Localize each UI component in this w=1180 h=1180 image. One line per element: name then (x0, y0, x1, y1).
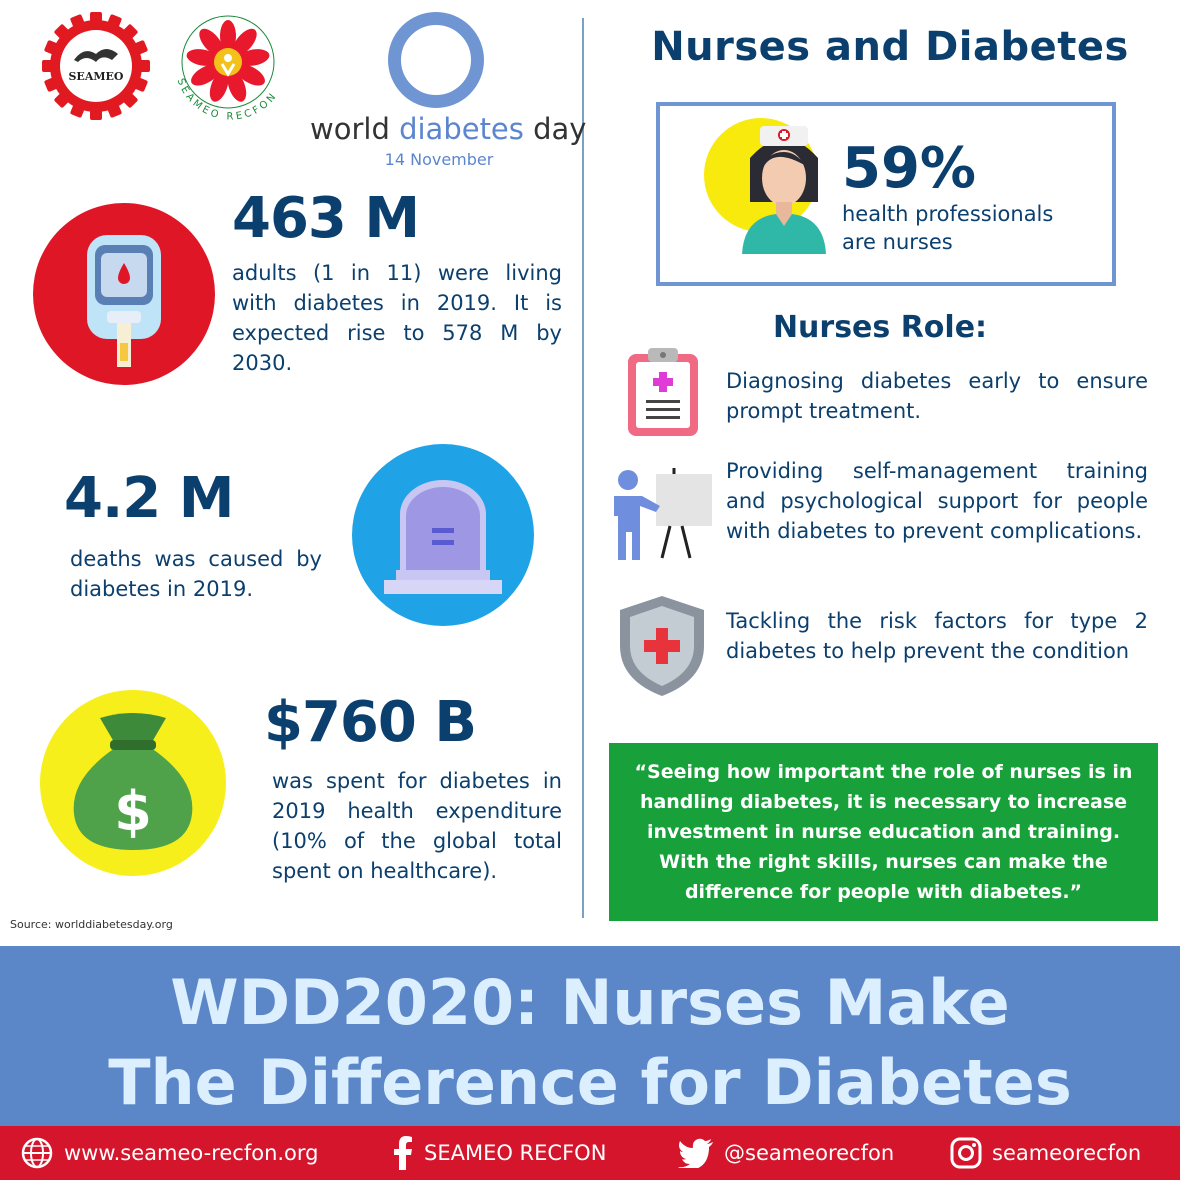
facebook-icon (392, 1136, 414, 1170)
world-diabetes-day-title (310, 112, 587, 146)
clipboard-icon (626, 346, 700, 438)
globe-icon (20, 1136, 54, 1170)
money-bag-icon (40, 690, 226, 876)
footer-facebook-link[interactable] (392, 1126, 606, 1180)
headline-line-1: WDD2020: Nurses Make (170, 966, 1010, 1039)
seameo-logo (40, 10, 152, 122)
seameo-logo-text: SEAMEO (68, 70, 124, 83)
quote-text: “Seeing how important the role of nurses is in handling diabetes, it is necessary to increase investment in nurse education and training. With the right skills, nurses can make the difference for people with diabetes.” (634, 761, 1133, 903)
spending-stat-value: $760 B (264, 690, 477, 755)
presentation-icon (610, 466, 714, 562)
tombstone-icon (352, 444, 534, 626)
spending-stat-text: was spent for diabetes in 2019 health expenditure (10% of the global total spent on healthcare). (272, 769, 562, 883)
footer-facebook-text: SEAMEO RECFON (424, 1141, 607, 1165)
adults-stat-text: adults (1 in 11) were living with diabetes in 2019. It is expected rise to 578 M by 2030. (232, 261, 562, 375)
column-divider (582, 18, 584, 918)
dollar-sign-glyph: $ (114, 780, 152, 843)
role-item-3-text: Tackling the risk factors for type 2 diabetes to help prevent the condition (726, 609, 1148, 663)
footer-twitter-text: @seameorecfon (724, 1141, 895, 1165)
deaths-stat-text: deaths was caused by diabetes in 2019. (70, 547, 322, 601)
source-note: Source: worlddiabetesday.org (10, 918, 173, 931)
nurse-avatar-icon (736, 122, 832, 254)
footer-twitter-link[interactable] (678, 1126, 894, 1180)
role-item-2-text: Providing self-management training and psychological support for people with diabetes to prevent complications. (726, 459, 1148, 543)
footer-instagram-text: seameorecfon (992, 1141, 1142, 1165)
tombstone-circle (352, 444, 534, 626)
glucose-meter-circle (33, 203, 215, 385)
pct-line-1: health professionals (842, 202, 1054, 226)
footer-website-link[interactable] (20, 1126, 319, 1180)
role-item-1-text: Diagnosing diabetes early to ensure prompt treatment. (726, 369, 1148, 423)
adults-stat-value: 463 M (232, 186, 420, 251)
shield-cross-icon (616, 594, 708, 698)
quote-box (609, 743, 1158, 921)
footer-instagram-link[interactable] (950, 1126, 1141, 1180)
deaths-stat-value: 4.2 M (64, 466, 234, 531)
recfon-name-arc: SEAMEO RECFON (174, 77, 281, 123)
world-diabetes-day-circle-icon (388, 12, 484, 108)
headline-line-2: The Difference for Diabetes (108, 1046, 1072, 1119)
wdd-word-day: day (523, 112, 587, 146)
wdd-word-world: world (310, 112, 400, 146)
nurses-percentage-value: 59% (842, 136, 977, 201)
nurses-percentage-text (842, 200, 1053, 256)
money-bag-circle (40, 690, 226, 876)
twitter-icon (678, 1138, 714, 1168)
seameo-recfon-logo (162, 6, 300, 136)
footer-website-text: www.seameo-recfon.org (64, 1141, 319, 1165)
pct-line-2: are nurses (842, 230, 953, 254)
instagram-icon (950, 1137, 982, 1169)
wdd-word-diabetes: diabetes (399, 112, 524, 146)
nurses-role-title: Nurses Role: (772, 310, 988, 345)
world-diabetes-day-date: 14 November (384, 150, 494, 169)
nurses-diabetes-title: Nurses and Diabetes (651, 24, 1129, 70)
glucose-meter-icon (33, 203, 215, 385)
